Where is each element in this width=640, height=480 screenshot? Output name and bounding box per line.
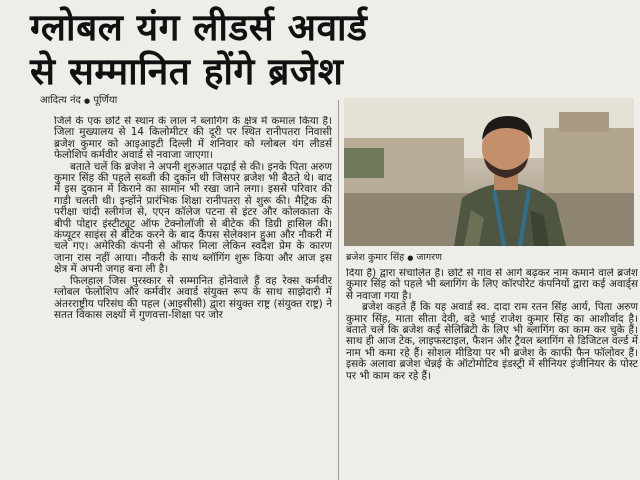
caption-credit: जागरण <box>416 252 443 263</box>
byline-author: आदित्य नंद <box>40 95 81 106</box>
portrait-photo <box>344 98 634 246</box>
headline-line-2: से सम्मानित होंगे ब्रजेश <box>30 50 344 93</box>
headline <box>30 6 630 94</box>
article-paragraph: ब्रजेश कहते हैं कि यह अवार्ड स्व. दादा राम रतन सिंह आर्य, पिता अरुण कुमार सिंह, माता सीता देवी, बड़े भाई राजेश कुमार सिंह का आशीर्वाद है। बताते चलें कि ब्रजेश कई सेलिब्रिटी के लिए भी ब्लागिंग का काम कर चुके हैं। साथ ही आज टेक, लाइफस्टाइल, फैशन और ट्रैवल ब्लागिंग से डिजिटल वर्ल्ड में नाम भी कमा रहे हैं। सोशल मीडिया पर भी ब्रजेश के काफी फैन फॉलोवर हैं। इसके अलावा ब्रजेश चेन्नई के ऑटोमोटिव इंडस्ट्री में सीनियर इंजीनियर के पोस्ट पर भी काम कर रहे हैं। <box>346 301 638 382</box>
portrait-photo-illustration <box>344 98 634 246</box>
article-paragraph: फिलहाल जिस पुरस्कार से सम्मानित होनेवाले हैं वह रेक्स कर्मवीर ग्लोबल फेलोशिप और कर्मवीर अवार्ड संयुक्त रूप के साथ साझेदारी में अंतरराष्ट्रीय परिसंघ की पहल (आइसीसी) द्वारा संयुक्त राष्ट्र (संयुक्त राष्ट्र) ने सतत विकास लक्ष्यों में गुणवत्ता-शिक्षा पर जोर <box>54 274 332 321</box>
column-divider <box>338 100 339 480</box>
caption-name: ब्रजेश कुमार सिंह <box>346 252 405 263</box>
caption-bullet: ● <box>407 254 414 262</box>
byline-city: पूर्णिया <box>93 95 118 106</box>
byline-bullet: ● <box>84 97 91 105</box>
byline <box>40 92 117 106</box>
article-paragraph: दिया है) द्वारा संचालित है। छोटे से गांव से आगे बढ़कर नाम कमाने वाले ब्रजेश कुमार सिंह को पहले भी ब्लागिंग के लिए कॉरपोरेट कंपनियों द्वारा कई अवार्ड्स से नवाजा गया है। <box>346 268 638 302</box>
article-paragraph: जिले के एक छोटे से स्थान के लाल ने ब्लागिंग के क्षेत्र में कमाल किया है। जिला मुख्यालय से 14 किलोमीटर की दूरी पर स्थित रानीपतरा निवासी ब्रजेश कुमार को आइआइटी दिल्ली में शनिवार को ग्लोबल यंग लीडर्स फेलोशिप कर्मवीर अवार्ड से नवाजा जाएगा। <box>54 116 332 162</box>
article-left-column <box>54 116 332 480</box>
article-right-column <box>346 268 638 480</box>
headline-line-1: ग्लोबल यंग लीडर्स अवार्ड <box>30 6 368 49</box>
photo-caption <box>346 250 442 263</box>
article-paragraph: बताते चलें कि ब्रजेश ने अपनी शुरुआत पढ़ाई से की। इनके पिता अरुण कुमार सिंह की पहले सब्जी की दुकान थी जिसपर ब्रजेश भी बैठते थे। बाद में इस दुकान में किराने का सामान भी रखा जाने लगा। इससे परिवार की गाड़ी चलती थी। इन्होंने प्रारंभिक शिक्षा रानीपतरा से शुरू की। मैट्रिक की परीक्षा चांदी स्लीगंज से, एएन कॉलेज पटना से इंटर और कोलकाता के बीपी पोद्दार इंस्टीट्यूट ऑफ टेक्नोलॉजी से बीटेक की डिग्री हासिल की। कंप्यूटर साइंस से बीटेक करने के बाद कैंपस सेलेक्शन हुआ और नौकरी में चले गए। अमेरिकी कंपनी से ऑफर मिला लेकिन स्वदेश प्रेम के कारण जाना रास नहीं आया। नौकरी के साथ ब्लॉगिंग शुरू किया और आज इस क्षेत्र में अपनी जगह बना ली है। <box>54 160 332 276</box>
